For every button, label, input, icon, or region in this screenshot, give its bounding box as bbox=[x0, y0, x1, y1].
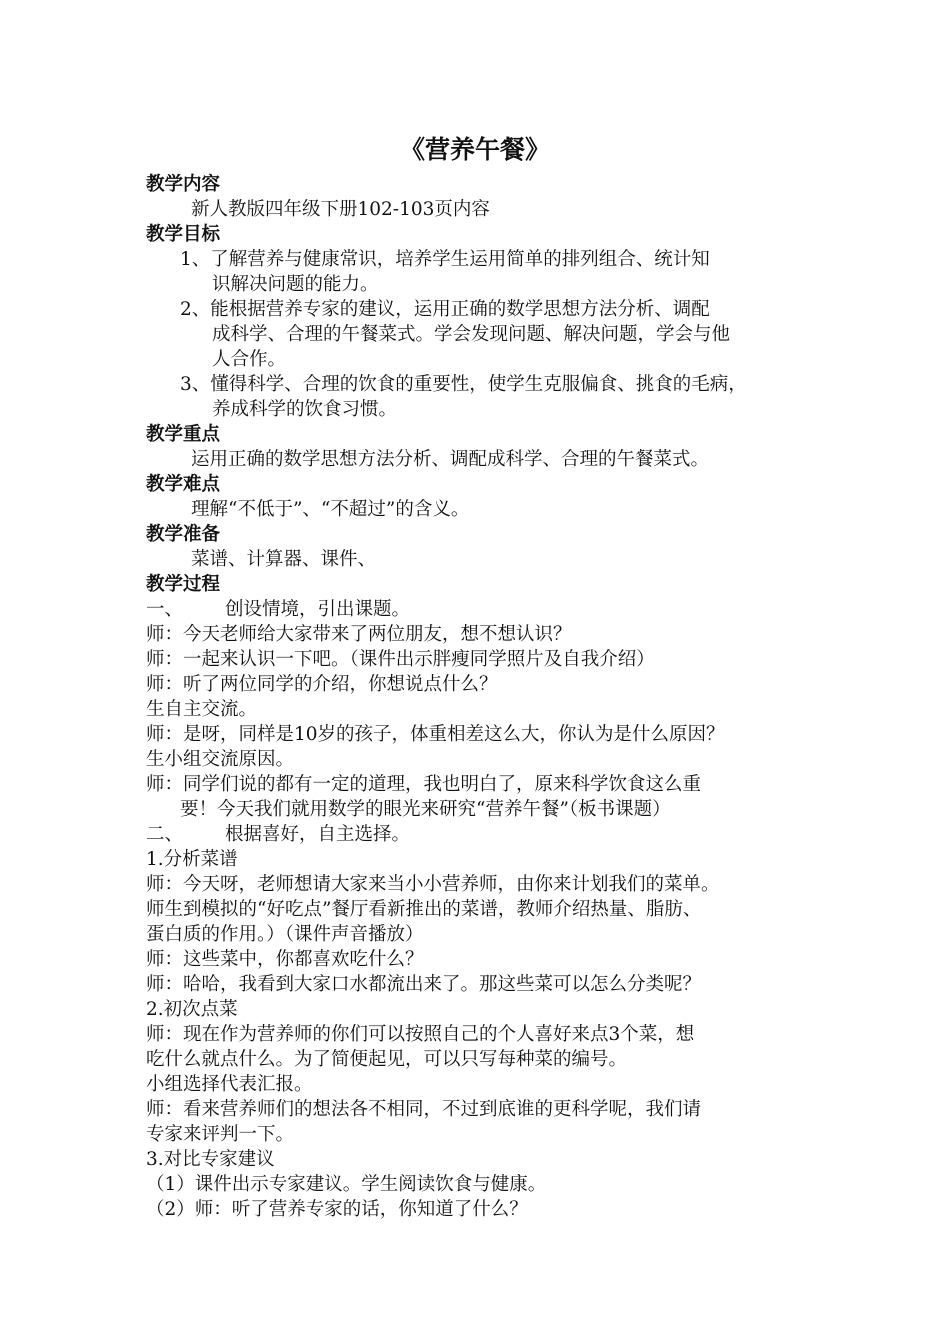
part-1-number: 一、 bbox=[146, 599, 184, 620]
heading-difficulties: 教学难点 bbox=[146, 474, 221, 495]
difficulties-text: 理解“不低于”、“不超过”的含义。 bbox=[191, 499, 470, 520]
heading-preparation: 教学准备 bbox=[146, 524, 221, 545]
part-1-title: 创设情境，引出课题。 bbox=[225, 599, 411, 620]
subsection-3-title: 3.对比专家建议 bbox=[146, 1149, 275, 1170]
dialogue-line: 师：哈哈，我看到大家口水都流出来了。那这些菜可以怎么分类呢？ bbox=[146, 974, 702, 995]
document-body bbox=[146, 172, 826, 1222]
subsection-2-title: 2.初次点菜 bbox=[146, 999, 238, 1020]
dialogue-line: 生小组交流原因。 bbox=[146, 749, 295, 770]
dialogue-line: 师生到模拟的“好吃点”餐厅看新推出的菜谱，教师介绍热量、脂肪、 bbox=[146, 899, 702, 920]
dialogue-line: （1）课件出示专家建议。学生阅读饮食与健康。 bbox=[146, 1174, 547, 1195]
dialogue-line: 师：是呀，同样是10岁的孩子，体重相差这么大，你认为是什么原因？ bbox=[146, 724, 725, 745]
dialogue-line: 师：今天老师给大家带来了两位朋友，想不想认识？ bbox=[146, 624, 572, 645]
part-2-title: 根据喜好，自主选择。 bbox=[225, 824, 411, 845]
dialogue-line: 师：现在作为营养师的你们可以按照自己的个人喜好来点3个菜，想 bbox=[146, 1024, 695, 1045]
heading-teaching-content: 教学内容 bbox=[146, 174, 221, 195]
heading-teaching-goals: 教学目标 bbox=[146, 224, 221, 245]
dialogue-line: 生自主交流。 bbox=[146, 699, 258, 720]
process-part-1-heading bbox=[146, 597, 826, 622]
dialogue-line: （2）师：听了营养专家的话，你知道了什么？ bbox=[146, 1199, 528, 1220]
dialogue-line: 师：一起来认识一下吧。（课件出示胖瘦同学照片及自我介绍） bbox=[146, 649, 655, 670]
dialogue-line: 师：同学们说的都有一定的道理，我也明白了，原来科学饮食这么重 bbox=[146, 774, 702, 795]
dialogue-line: 要！今天我们就用数学的眼光来研究“营养午餐”（板书课题） bbox=[180, 799, 671, 820]
teaching-content-text: 新人教版四年级下册102-103页内容 bbox=[191, 199, 490, 220]
heading-teaching-process: 教学过程 bbox=[146, 574, 221, 595]
goal-3-line-1: 3、懂得科学、合理的饮食的重要性，使学生克服偏食、挑食的毛病， bbox=[180, 374, 747, 395]
document-title: 《营养午餐》 bbox=[399, 135, 550, 164]
dialogue-line: 吃什么就点什么。为了简便起见，可以只写每种菜的编号。 bbox=[146, 1049, 628, 1070]
process-part-2-heading bbox=[146, 822, 826, 847]
dialogue-line: 师：听了两位同学的介绍，你想说点什么？ bbox=[146, 674, 498, 695]
dialogue-line: 师：看来营养师们的想法各不相同，不过到底谁的更科学呢，我们请 bbox=[146, 1099, 702, 1120]
goal-3-line-2: 养成科学的饮食习惯。 bbox=[212, 399, 398, 420]
goal-2-line-3: 人合作。 bbox=[212, 349, 287, 370]
dialogue-line: 师：这些菜中，你都喜欢吃什么？ bbox=[146, 949, 424, 970]
goal-2-line-2: 成科学、合理的午餐菜式。学会发现问题、解决问题，学会与他 bbox=[212, 324, 731, 345]
dialogue-line: 小组选择代表汇报。 bbox=[146, 1074, 313, 1095]
key-points-text: 运用正确的数学思想方法分析、调配成科学、合理的午餐菜式。 bbox=[191, 449, 710, 470]
dialogue-line: 师：今天呀，老师想请大家来当小小营养师，由你来计划我们的菜单。 bbox=[146, 874, 720, 895]
heading-key-points: 教学重点 bbox=[146, 424, 221, 445]
goal-2-line-1: 2、能根据营养专家的建议，运用正确的数学思想方法分析、调配 bbox=[180, 299, 710, 320]
preparation-text: 菜谱、计算器、课件、 bbox=[191, 549, 377, 570]
part-2-number: 二、 bbox=[146, 824, 184, 845]
goal-1-line-2: 识解决问题的能力。 bbox=[212, 274, 379, 295]
subsection-1-title: 1.分析菜谱 bbox=[146, 849, 238, 870]
dialogue-line: 蛋白质的作用。）（课件声音播放） bbox=[146, 924, 424, 945]
goal-1-line-1: 1、了解营养与健康常识，培养学生运用简单的排列组合、统计知 bbox=[180, 249, 710, 270]
dialogue-line: 专家来评判一下。 bbox=[146, 1124, 295, 1145]
